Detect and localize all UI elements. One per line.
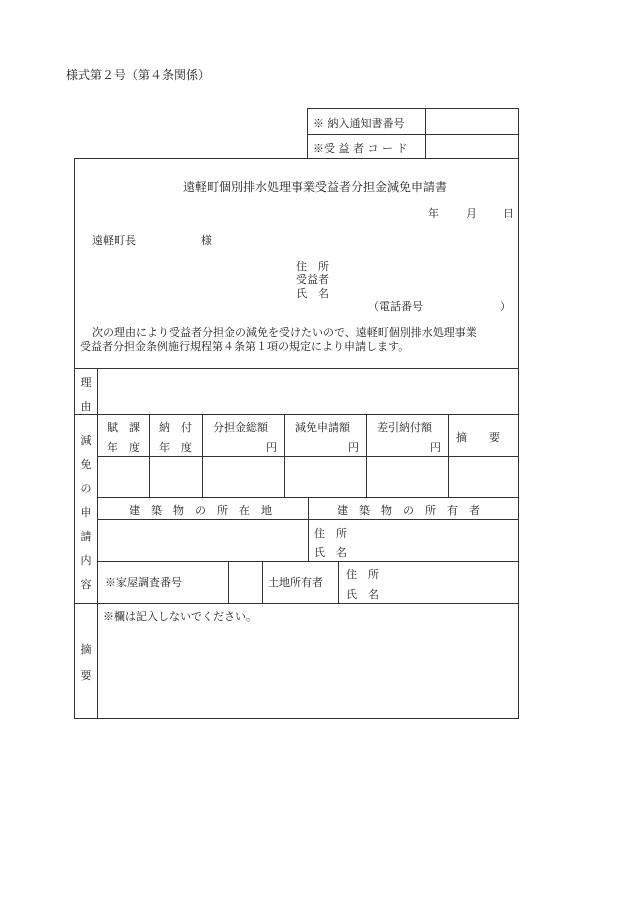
remarks-section-label: 摘 要 <box>80 643 92 682</box>
remarks-note: ※欄は記入しないでください。 <box>103 610 257 623</box>
net-amount-header: 差引納付額 <box>377 421 432 434</box>
owner-name-label: 氏 名 <box>314 546 347 559</box>
exemption-label: 減 免 の 申 請 内 容 <box>80 434 92 591</box>
assess-year-field[interactable] <box>99 458 148 495</box>
building-owner-header: 建 築 物 の 所 有 者 <box>337 504 480 517</box>
land-owner-field[interactable] <box>384 563 516 601</box>
total-amount-header: 分担金総額 <box>213 421 268 434</box>
body-text-line-1: 次の理由により受益者分担金の減免を受けたいので、遠軽町個別排水処理事業 <box>92 326 477 339</box>
assess-year-header: 賦 課 <box>107 421 140 434</box>
net-amount-field[interactable] <box>368 458 447 495</box>
date-month: 月 <box>466 207 477 220</box>
beneficiary-code-label: ※受 益 者 コ ー ド <box>313 142 408 155</box>
reason-label: 理 由 <box>80 376 92 413</box>
house-survey-number-field[interactable] <box>230 563 260 601</box>
addressee-name: 遠軽町長 <box>92 234 136 247</box>
body-text-line-2: 受益者分担金条例施行規程第４条第１項の規定により申請します。 <box>80 340 410 353</box>
notice-number-field[interactable] <box>428 110 516 132</box>
beneficiary-code-field[interactable] <box>428 136 516 156</box>
owner-address-label: 住 所 <box>314 527 347 540</box>
owner-field[interactable] <box>352 521 516 559</box>
applicant-role-label: 受益者 <box>296 273 329 286</box>
building-location-field[interactable] <box>99 521 307 559</box>
pay-year-field[interactable] <box>151 458 201 495</box>
applicant-address-label: 住 所 <box>296 260 329 273</box>
applicant-phone-label: （電話番号 ） <box>368 300 511 313</box>
requested-amount-header: 減免申請額 <box>295 421 350 434</box>
requested-amount-yen: 円 <box>348 441 359 454</box>
applicant-name-label: 氏 名 <box>296 287 329 300</box>
total-amount-yen: 円 <box>266 441 277 454</box>
form-title: 遠軽町個別排水処理事業受益者分担金減免申請書 <box>182 180 447 194</box>
form-number: 様式第２号（第４条関係） <box>66 68 211 82</box>
net-amount-yen: 円 <box>430 441 441 454</box>
land-owner-label: 土地所有者 <box>268 576 323 589</box>
assess-year-header-2: 年 度 <box>107 441 140 454</box>
requested-amount-field[interactable] <box>286 458 365 495</box>
total-amount-field[interactable] <box>204 458 283 495</box>
house-survey-number-label: ※家屋調査番号 <box>105 576 182 589</box>
land-owner-name-label: 氏 名 <box>346 588 379 601</box>
notice-number-label: ※ 納入通知書番号 <box>313 117 405 130</box>
addressee-honorific: 様 <box>201 234 212 247</box>
date-day: 日 <box>503 207 514 220</box>
date-year: 年 <box>428 207 439 220</box>
remarks-header: 摘 要 <box>456 431 500 444</box>
land-owner-address-label: 住 所 <box>346 568 379 581</box>
reason-field[interactable] <box>99 370 517 412</box>
pay-year-header: 納 付 <box>159 421 192 434</box>
remarks-field[interactable] <box>450 458 517 495</box>
pay-year-header-2: 年 度 <box>159 441 192 454</box>
building-location-header: 建 築 物 の 所 在 地 <box>129 504 272 517</box>
